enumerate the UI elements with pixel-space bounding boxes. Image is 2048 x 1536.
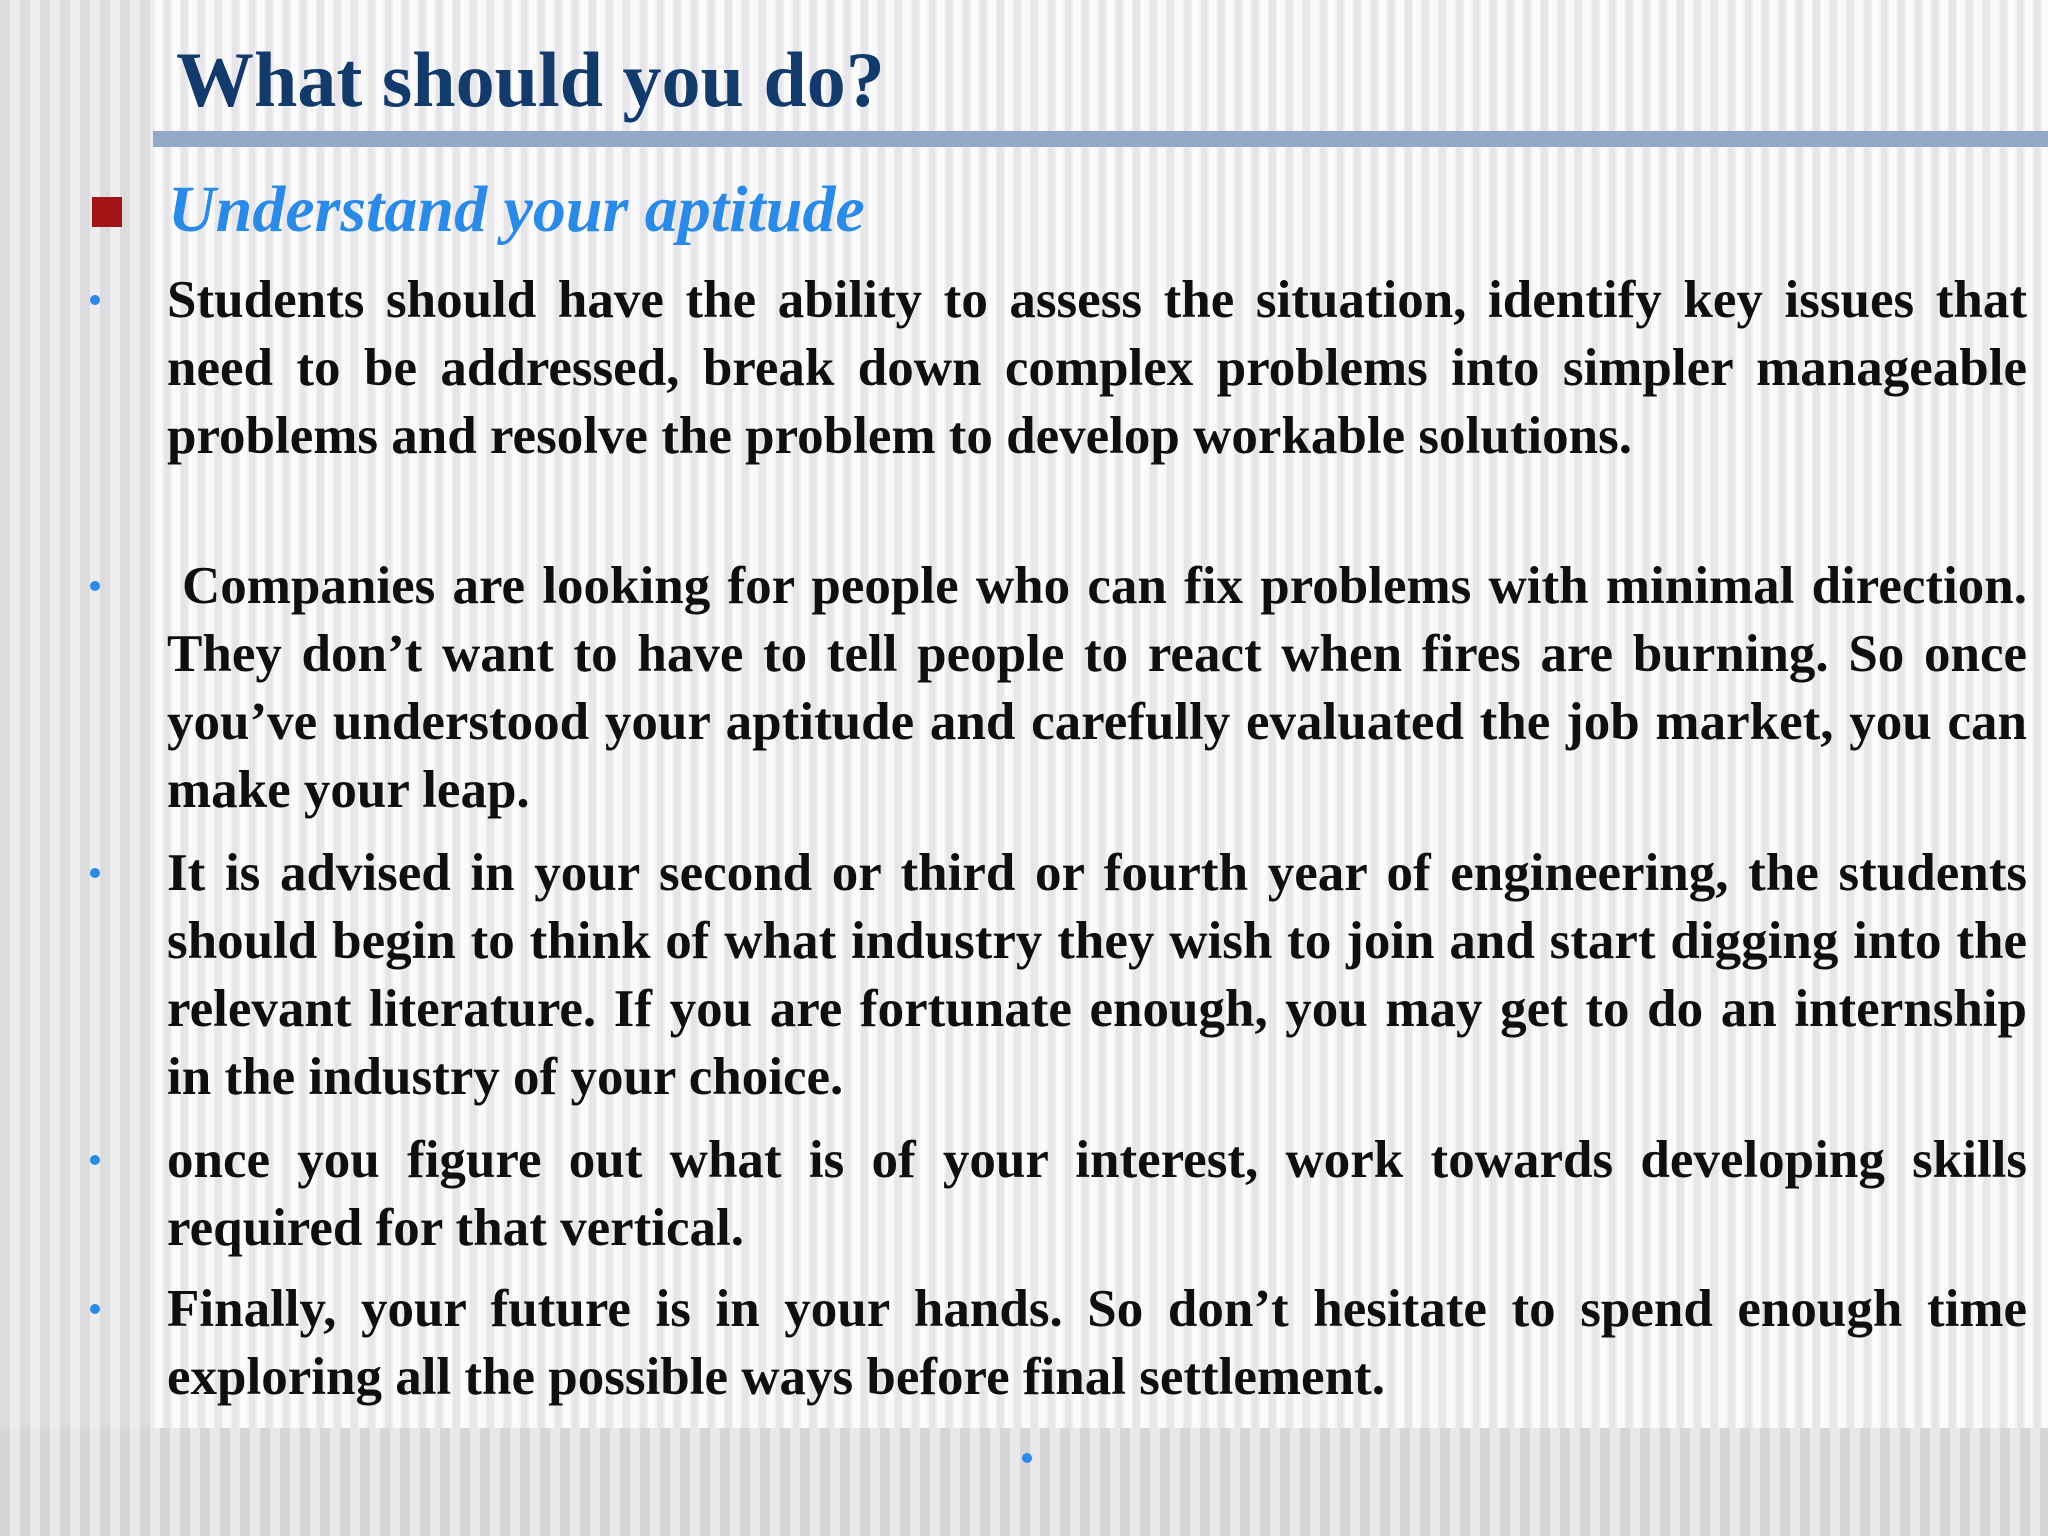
title-underline-rule [153,131,2048,147]
dot-bullet-icon [90,1155,100,1165]
bullet-text: Finally, your future is in your hands. So don’t hesitate to spend enough time exploring all the possible ways before final settlement. [167,1280,2027,1406]
footer-band [0,1428,2048,1536]
subheading: Understand your aptitude [168,173,865,246]
square-bullet-icon [92,197,122,227]
slide-title: What should you do? [176,36,885,123]
dot-bullet-icon [90,581,100,591]
bullet-text: It is advised in your second or third or fourth year of engineering, the students should begin to think of what industry they wish to join and start digging into the relevant literature. If you are fortunate enough, you may get to do an internship in the industry of your choice. [167,844,2027,1106]
left-stripe-band [0,0,155,1536]
dot-bullet-icon [90,295,100,305]
dot-bullet-icon [90,1304,100,1314]
bullet-text: Companies are looking for people who can fix problems with minimal direction. They don’t want to have to tell people to react when fires are burning. So once you’ve understood your aptitude and carefully evaluated the job market, you can make your leap. [167,557,2027,819]
bullet-text: once you figure out what is of your interest, work towards developing skills required for that vertical. [167,1131,2027,1257]
dot-bullet-icon [90,868,100,878]
bullet-text: Students should have the ability to assess the situation, identify key issues that need to be addressed, break down complex problems into simpler manageable problems and resolve the problem to develop workable solutions. [167,271,2027,465]
dot-bullet-icon [1022,1453,1032,1463]
